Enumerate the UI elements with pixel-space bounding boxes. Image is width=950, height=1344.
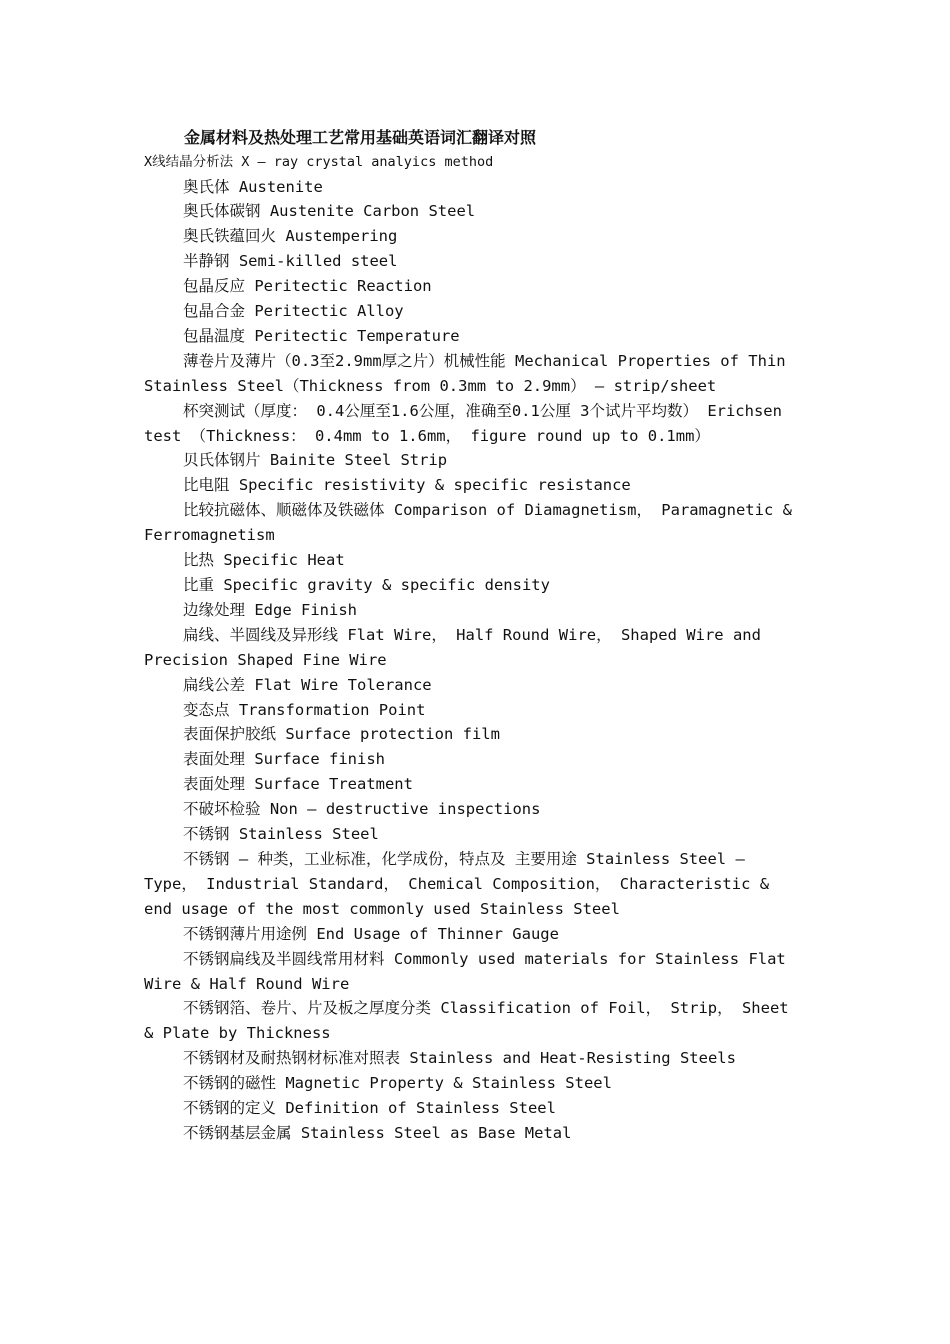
glossary-entry: 不锈钢的磁性 Magnetic Property & Stainless Steel bbox=[183, 1074, 612, 1093]
glossary-entry: 不锈钢薄片用途例 End Usage of Thinner Gauge bbox=[183, 924, 559, 943]
glossary-entry: 不锈钢材及耐热钢材标准对照表 Stainless and Heat-Resisting Steels bbox=[183, 1049, 736, 1068]
glossary-entry: 不锈钢扁线及半圆线常用材料 Commonly used materials for Stainless Flat Wire & Half Round Wire bbox=[144, 949, 786, 993]
glossary-entry: 贝氏体钢片 Bainite Steel Strip bbox=[183, 451, 448, 470]
glossary-entry: 不锈钢箔、卷片、片及板之厚度分类 Classification of Foil， Strip， Sheet & Plate by Thickness bbox=[144, 999, 789, 1043]
glossary-entry: 比重 Specific gravity & specific density bbox=[183, 576, 550, 594]
document-title: 金属材料及热处理工艺常用基础英语词汇翻译对照 bbox=[184, 128, 537, 147]
glossary-entry: 表面处理 Surface Treatment bbox=[183, 775, 413, 794]
glossary-entry: 表面处理 Surface finish bbox=[183, 750, 385, 769]
glossary-entry: 比电阻 Specific resistivity & specific resistance bbox=[183, 476, 631, 495]
glossary-entry: 不锈钢的定义 Definition of Stainless Steel bbox=[183, 1099, 556, 1118]
glossary-entry: 不破坏检验 Non – destructive inspections bbox=[183, 800, 541, 819]
document-body bbox=[144, 126, 804, 1146]
glossary-entry: 比较抗磁体、顺磁体及铁磁体 Comparison of Diamagnetism， Paramagnetic & Ferromagnetism bbox=[144, 501, 792, 545]
glossary-entry: 扁线、半圆线及异形线 Flat Wire， Half Round Wire， Shaped Wire and Precision Shaped Fine Wire bbox=[144, 625, 761, 669]
glossary-entry: 变态点 Transformation Point bbox=[183, 700, 426, 719]
glossary-entry: 包晶合金 Peritectic Alloy bbox=[183, 302, 404, 321]
glossary-entry: 表面保护胶纸 Surface protection film bbox=[183, 725, 500, 744]
glossary-entry: 包晶反应 Peritectic Reaction bbox=[183, 277, 432, 296]
glossary-entry: 包晶温度 Peritectic Temperature bbox=[183, 326, 460, 345]
glossary-list bbox=[144, 175, 804, 1146]
glossary-entry: 半静钢 Semi-killed steel bbox=[183, 252, 398, 271]
glossary-entry: 不锈钢 – 种类，工业标准，化学成份，特点及 主要用途 Stainless Steel – Type， Industrial Standard， Chemical Composition， Characteristic & end usage of the most commonly used Stainless Steel bbox=[144, 849, 770, 918]
first-glossary-line: X线结晶分析法 X – ray crystal analyics method bbox=[144, 154, 494, 170]
glossary-entry: 边缘处理 Edge Finish bbox=[183, 600, 357, 619]
glossary-entry: 比热 Specific Heat bbox=[183, 551, 345, 570]
glossary-entry: 不锈钢基层金属 Stainless Steel as Base Metal bbox=[183, 1123, 572, 1142]
glossary-entry: 奥氏体 Austenite bbox=[183, 177, 323, 196]
glossary-entry: 不锈钢 Stainless Steel bbox=[183, 825, 379, 844]
glossary-entry: 奥氏体碳钢 Austenite Carbon Steel bbox=[183, 202, 476, 221]
glossary-entry: 薄卷片及薄片（0.3至2.9mm厚之片）机械性能 Mechanical Properties of Thin Stainless Steel（Thickness from 0.3mm to 2.9mm） – strip/sheet bbox=[144, 351, 786, 395]
glossary-entry: 杯突测试（厚度： 0.4公厘至1.6公厘，准确至0.1公厘 3个试片平均数） Erichsen test （Thickness： 0.4mm to 1.6mm， figure round up to 0.1mm） bbox=[144, 401, 782, 445]
glossary-entry: 扁线公差 Flat Wire Tolerance bbox=[183, 675, 432, 694]
glossary-entry: 奥氏铁蕴回火 Austempering bbox=[183, 227, 398, 246]
